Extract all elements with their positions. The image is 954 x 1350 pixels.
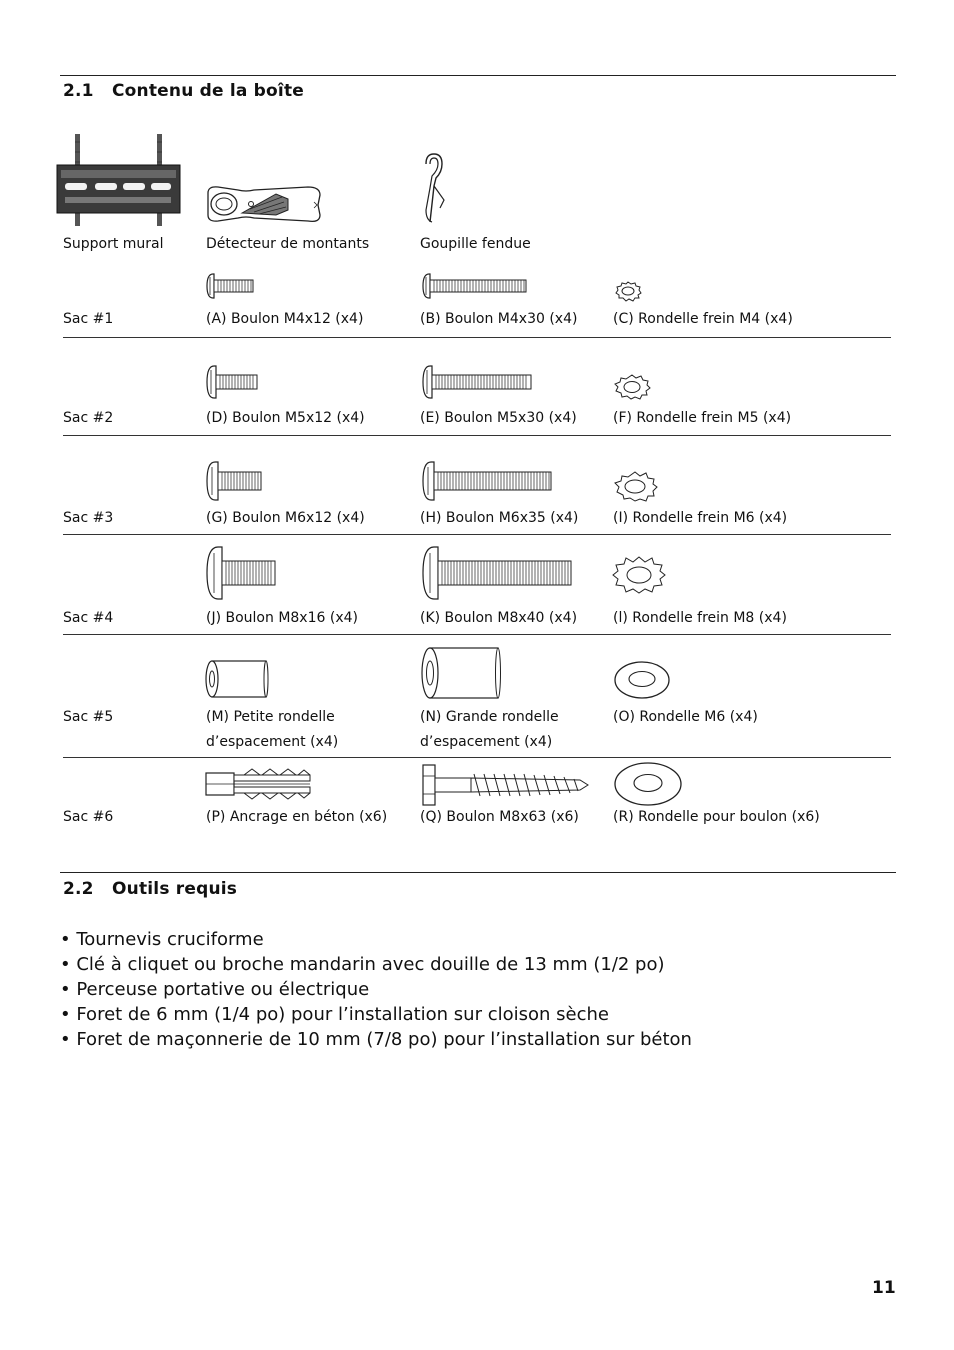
bag-label: Sac #2 [63, 410, 114, 426]
item-label: Détecteur de montants [206, 236, 370, 252]
item-label-line2: d’espacement (x4) [420, 734, 553, 750]
row-divider [63, 337, 891, 338]
bag-label: Sac #3 [63, 510, 114, 526]
tool-item: • Clé à cliquet ou broche mandarin avec douille de 13 mm (1/2 po) [60, 954, 665, 975]
item-label: (Q) Boulon M8x63 (x6) [420, 809, 579, 825]
section-heading-tools [63, 879, 237, 899]
section-number: 2.1 [63, 81, 94, 101]
lag-bolt-icon [420, 762, 592, 808]
item-label: (l) Rondelle frein M8 (x4) [613, 610, 787, 626]
item-label: (C) Rondelle frein M4 (x4) [613, 311, 793, 327]
section-title: Outils requis [112, 879, 238, 899]
item-label: (D) Boulon M5x12 (x4) [206, 410, 365, 426]
tool-item: • Foret de 6 mm (1/4 po) pour l’installation sur cloison sèche [60, 1004, 609, 1025]
row-divider [63, 634, 891, 635]
tool-item: • Foret de maçonnerie de 10 mm (7/8 po) pour l’installation sur béton [60, 1029, 692, 1050]
tool-item: • Perceuse portative ou électrique [60, 979, 370, 1000]
row-divider [63, 757, 891, 758]
item-label: (O) Rondelle M6 (x4) [613, 709, 758, 725]
flat-washer-icon [612, 659, 672, 701]
item-label: (B) Boulon M4x30 (x4) [420, 311, 578, 327]
row-divider [63, 435, 891, 436]
bag-label: Sac #6 [63, 809, 114, 825]
flat-washer-icon [612, 760, 684, 808]
bag-label: Sac #1 [63, 311, 114, 327]
tools-list [60, 927, 692, 1052]
bolt-icon [420, 545, 574, 601]
item-label: (H) Boulon M6x35 (x4) [420, 510, 579, 526]
bolt-icon [204, 545, 278, 601]
bolt-icon [204, 271, 256, 301]
item-label: (P) Ancrage en béton (x6) [206, 809, 388, 825]
item-label: (A) Boulon M4x12 (x4) [206, 311, 364, 327]
page-number: 11 [872, 1278, 896, 1298]
row-divider [63, 534, 891, 535]
spacer-icon [420, 645, 502, 701]
item-label-line1: (N) Grande rondelle [420, 709, 559, 725]
concrete-anchor-icon [204, 765, 314, 801]
spacer-icon [204, 658, 270, 700]
section-rule [60, 872, 896, 873]
item-label: (K) Boulon M8x40 (x4) [420, 610, 578, 626]
lock-washer-icon [612, 373, 652, 401]
section-title: Contenu de la boîte [112, 81, 305, 101]
bolt-icon [420, 364, 534, 400]
top-rule [60, 75, 896, 76]
item-label-line1: (M) Petite rondelle [206, 709, 335, 725]
item-label: Support mural [63, 236, 164, 252]
item-label: (E) Boulon M5x30 (x4) [420, 410, 577, 426]
item-label: (G) Boulon M6x12 (x4) [206, 510, 365, 526]
bolt-icon [204, 364, 260, 400]
section-heading-contents [63, 81, 304, 101]
stud-finder-icon [204, 183, 324, 225]
item-label: (F) Rondelle frein M5 (x4) [613, 410, 792, 426]
item-label: (R) Rondelle pour boulon (x6) [613, 809, 820, 825]
bag-label: Sac #4 [63, 610, 114, 626]
bolt-icon [420, 460, 554, 502]
bolt-icon [420, 271, 530, 301]
wall-mount-icon [55, 132, 182, 228]
item-label: (I) Rondelle frein M6 (x4) [613, 510, 788, 526]
lock-washer-icon [613, 280, 643, 302]
lock-washer-icon [611, 470, 659, 503]
item-label: (J) Boulon M8x16 (x4) [206, 610, 358, 626]
item-label: Goupille fendue [420, 236, 531, 252]
lock-washer-icon [610, 555, 668, 595]
section-number: 2.2 [63, 879, 94, 899]
bolt-icon [204, 460, 264, 502]
item-label-line2: d’espacement (x4) [206, 734, 339, 750]
tool-item: • Tournevis cruciforme [60, 929, 264, 950]
cotter-pin-icon [420, 152, 448, 224]
bag-label: Sac #5 [63, 709, 114, 725]
